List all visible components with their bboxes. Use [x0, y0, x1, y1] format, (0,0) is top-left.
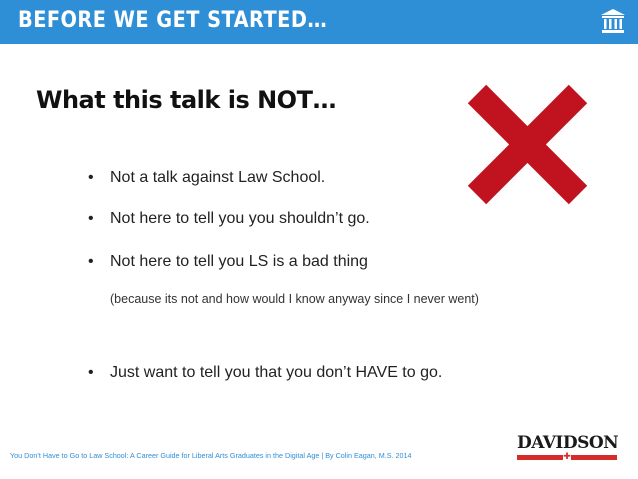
list-item — [88, 253, 368, 271]
bullet-marker: • — [88, 253, 94, 270]
parenthetical-note: (because its not and how would I know anyway since I never went) — [110, 292, 479, 306]
davidson-logo — [517, 433, 617, 463]
bullet-text: Not here to tell you LS is a bad thing — [110, 253, 368, 270]
bullet-text: Not here to tell you you shouldn’t go. — [110, 210, 370, 227]
cross-icon: ✚ — [563, 452, 571, 462]
list-item — [88, 364, 442, 382]
bullet-marker: • — [88, 210, 94, 227]
bullet-text: Not a talk against Law School. — [110, 169, 326, 186]
logo-wordmark: DAVIDSON — [517, 433, 619, 453]
footer-citation: You Don’t Have to Go to Law School: A Career Guide for Liberal Arts Graduates in the Digital Age | By Colin Eagan, M.S. 2014 — [10, 451, 412, 460]
slide-section-title: BEFORE WE GET STARTED… — [18, 8, 328, 33]
bullet-marker: • — [88, 364, 94, 381]
bullet-marker: • — [88, 169, 94, 186]
list-item — [88, 210, 370, 228]
list-item — [88, 169, 325, 187]
bullet-text: Just want to tell you that you don’t HAVE to go. — [110, 364, 443, 381]
slide-heading: What this talk is NOT… — [36, 86, 336, 114]
